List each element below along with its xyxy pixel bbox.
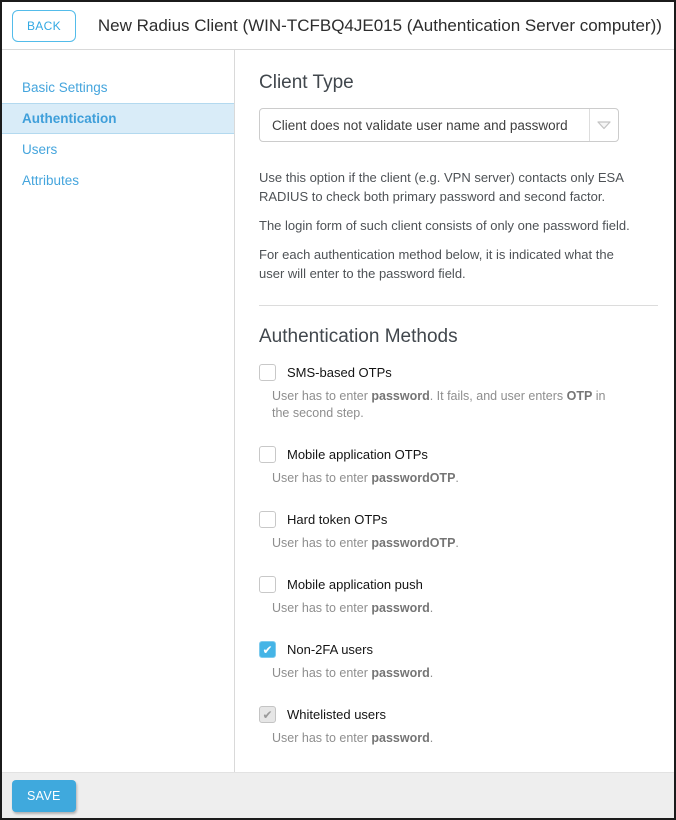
footer-bar xyxy=(2,772,674,818)
sidebar-item-label: Users xyxy=(22,142,58,157)
auth-method-description: User has to enter password. xyxy=(272,731,434,745)
auth-method-label[interactable]: Mobile application push xyxy=(287,577,423,592)
auth-method-item xyxy=(259,446,658,487)
client-type-description-1: Use this option if the client (e.g. VPN server) contacts only ESA RADIUS to check both primary password and second factor. xyxy=(259,170,624,204)
auth-method-label[interactable]: Non-2FA users xyxy=(287,642,373,657)
auth-method-row xyxy=(259,364,658,381)
auth-method-row xyxy=(259,511,658,528)
checkmark-icon xyxy=(262,367,272,379)
client-type-description-2: The login form of such client consists of only one password field. xyxy=(259,218,630,233)
auth-method-row xyxy=(259,576,658,593)
auth-method-description: User has to enter passwordOTP. xyxy=(272,536,459,550)
checkmark-icon: ✔ xyxy=(262,707,273,722)
auth-method-item xyxy=(259,576,658,617)
checkbox-whitelisted-users xyxy=(259,706,276,723)
sidebar-item-label: Basic Settings xyxy=(22,80,108,95)
client-type-dropdown[interactable] xyxy=(259,108,619,142)
auth-method-item xyxy=(259,511,658,552)
checkmark-icon xyxy=(262,514,272,526)
chevron-down-icon[interactable] xyxy=(589,109,618,141)
auth-method-label[interactable]: Hard token OTPs xyxy=(287,512,388,527)
checkbox-hard-token-otps[interactable] xyxy=(259,511,276,528)
auth-method-item xyxy=(259,364,658,422)
sidebar-item-attributes[interactable] xyxy=(2,165,234,196)
auth-method-label[interactable]: Mobile application OTPs xyxy=(287,447,428,462)
section-divider xyxy=(259,305,658,306)
auth-method-row xyxy=(259,641,658,658)
auth-method-row xyxy=(259,706,658,723)
auth-method-label[interactable]: Whitelisted users xyxy=(287,707,386,722)
checkbox-non-2fa-users[interactable] xyxy=(259,641,276,658)
checkbox-mobile-application-push[interactable] xyxy=(259,576,276,593)
sidebar-nav xyxy=(2,50,235,772)
client-type-description-3: For each authentication method below, it is indicated what the user will enter to the password field. xyxy=(259,247,614,281)
sidebar-item-authentication[interactable] xyxy=(2,103,234,134)
auth-method-description: User has to enter password. It fails, and user enters OTP in the second step. xyxy=(272,389,606,420)
sidebar-item-label: Authentication xyxy=(22,111,117,126)
checkmark-icon xyxy=(262,449,272,461)
save-button[interactable]: SAVE xyxy=(12,780,76,812)
header-bar xyxy=(2,2,674,50)
sidebar-item-users[interactable] xyxy=(2,134,234,165)
client-type-selected-value[interactable]: Client does not validate user name and password xyxy=(272,117,568,133)
checkbox-sms-based-otps[interactable] xyxy=(259,364,276,381)
auth-method-label[interactable]: SMS-based OTPs xyxy=(287,365,392,380)
client-type-heading: Client Type xyxy=(259,72,354,93)
auth-methods-list xyxy=(259,364,658,747)
checkmark-icon xyxy=(262,579,272,591)
page-title: New Radius Client (WIN-TCFBQ4JE015 (Authentication Server computer)) xyxy=(97,15,662,35)
checkmark-icon: ✔ xyxy=(262,642,273,657)
checkbox-mobile-application-otps[interactable] xyxy=(259,446,276,463)
sidebar-item-basic-settings[interactable] xyxy=(2,72,234,103)
auth-method-item xyxy=(259,706,658,747)
content-pane xyxy=(235,50,674,772)
sidebar-item-label: Attributes xyxy=(22,173,80,188)
auth-method-description: User has to enter passwordOTP. xyxy=(272,471,459,485)
auth-methods-heading: Authentication Methods xyxy=(259,326,458,347)
back-button[interactable]: BACK xyxy=(12,10,76,42)
auth-method-item xyxy=(259,641,658,682)
auth-method-description: User has to enter password. xyxy=(272,666,434,680)
auth-method-row xyxy=(259,446,658,463)
auth-method-description: User has to enter password. xyxy=(272,601,434,615)
main-body xyxy=(2,50,674,772)
